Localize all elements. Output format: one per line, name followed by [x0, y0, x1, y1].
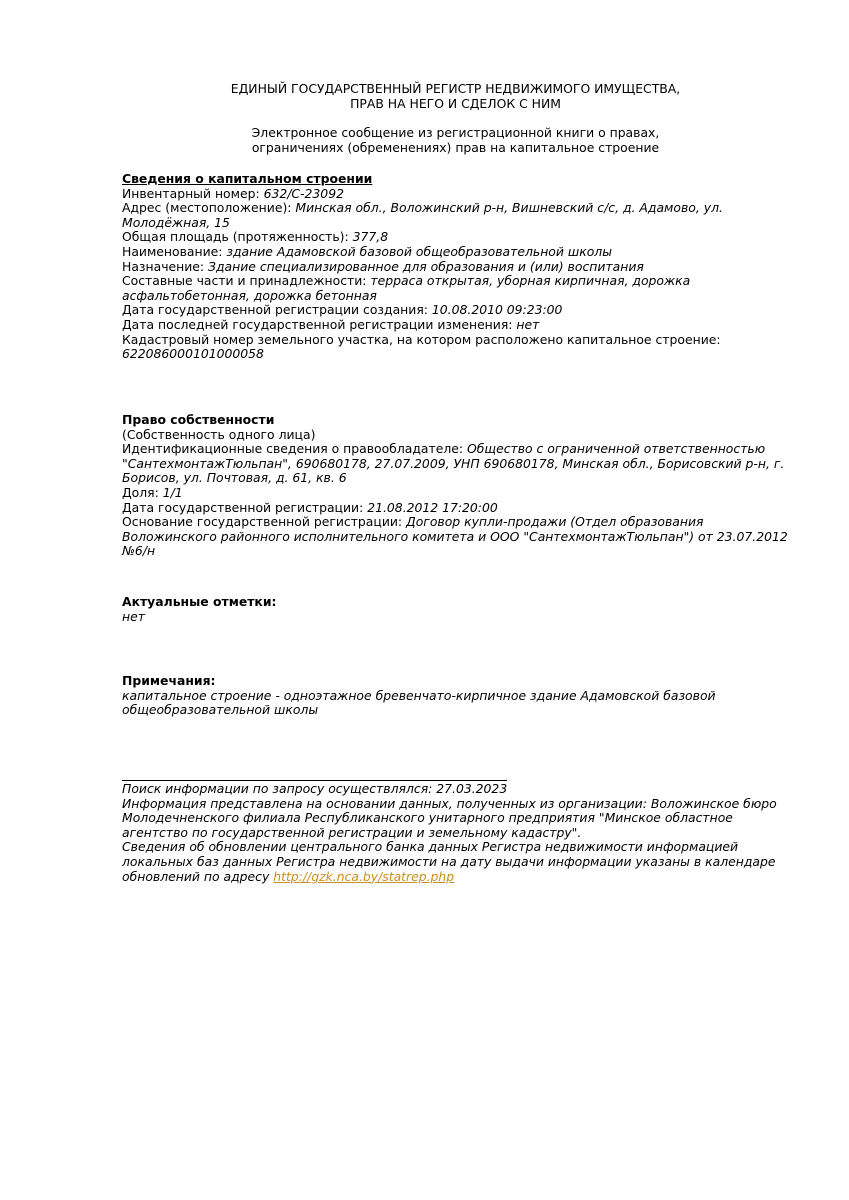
created-value: 10.08.2010 09:23:00 [431, 302, 563, 318]
created-row [122, 303, 794, 318]
marks-value: нет [122, 608, 145, 624]
footer-section [122, 780, 794, 884]
name-label: Наименование: [122, 243, 227, 259]
notes-section-title: Примечания: [122, 673, 216, 688]
purpose-row [122, 260, 794, 275]
notes-value: капитальное строение - одноэтажное бревенчато-кирпичное здание Адамовской базовой общеобразовательной школы [122, 687, 716, 718]
parts-row [122, 274, 794, 303]
update-info [122, 840, 794, 884]
statrep-link[interactable]: http://gzk.nca.by/statrep.php [273, 868, 455, 884]
basis-value: Договор купли-продажи (Отдел образования Воложинского районного исполнительного комитета и ООО "СантехмонтажТюльпан") от 23.07.2012 №6/н [122, 514, 788, 559]
reg-date-row [122, 501, 794, 516]
address-row [122, 201, 794, 230]
registry-header [0, 82, 849, 111]
header-line-3: Электронное сообщение из регистрационной книги о правах, [251, 125, 660, 140]
header-line-4: ограничениях (обременениях) прав на капитальное строение [251, 139, 660, 155]
purpose-value: Здание специализированное для образования и (или) воспитания [208, 258, 644, 274]
changed-value: нет [516, 316, 540, 332]
reg-date-label: Дата государственной регистрации: [122, 499, 368, 515]
area-row [122, 230, 794, 245]
reg-date-value: 21.08.2012 17:20:00 [367, 499, 498, 515]
changed-label: Дата последней государственной регистрации изменения: [122, 316, 517, 332]
cadastral-label: Кадастровый номер земельного участка, на котором расположено капитальное строение: [122, 331, 721, 347]
ownership-section [122, 413, 794, 559]
basis-label: Основание государственной регистрации: [122, 514, 407, 530]
marks-section [122, 595, 794, 624]
area-label: Общая площадь (протяженность): [122, 229, 353, 245]
share-value: 1/1 [162, 484, 183, 500]
holder-row [122, 442, 794, 486]
header-line-2: ПРАВ НА НЕГО И СДЕЛОК С НИМ [350, 95, 561, 111]
search-date: Поиск информации по запросу осуществлялся: 27.03.2023 [122, 781, 508, 796]
inventory-label: Инвентарный номер: [122, 185, 264, 201]
parts-value: терраса открытая, уборная кирпичная, дорожка асфальтобетонная, дорожка бетонная [122, 273, 691, 303]
share-row [122, 486, 794, 501]
name-value: здание Адамовской базовой общеобразовательной школы [226, 243, 612, 259]
message-subheader [0, 126, 849, 155]
created-label: Дата государственной регистрации создания: [122, 302, 432, 318]
share-label: Доля: [122, 484, 163, 500]
holder-value: Общество с ограниченной ответственностью "СантехмонтажТюльпан", 690680178, 27.07.2009, УНП 690680178, Минская обл., Борисовский р-н, г. Борисов, ул. Почтовая, д. 61, кв. 6 [122, 441, 785, 486]
inventory-row [122, 187, 794, 202]
header-line-1: ЕДИНЫЙ ГОСУДАРСТВЕННЫЙ РЕГИСТР НЕДВИЖИМОГО ИМУЩЕСТВА, [230, 81, 681, 96]
parts-label: Составные части и принадлежности: [122, 273, 371, 289]
marks-section-title: Актуальные отметки: [122, 594, 277, 609]
inventory-value: 632/С-23092 [263, 185, 344, 201]
notes-section [122, 674, 794, 718]
cadastral-row [122, 333, 794, 362]
changed-row [122, 318, 794, 333]
purpose-label: Назначение: [122, 258, 209, 274]
cadastral-value: 622086000101000058 [122, 346, 264, 362]
name-row [122, 245, 794, 260]
address-value: Минская обл., Воложинский р-н, Вишневский с/с, д. Адамово, ул. Молодёжная, 15 [122, 200, 723, 230]
update-info-text: Сведения об обновлении центрального банка данных Регистра недвижимости информацией локальных баз данных Регистра недвижимости на дату выдачи информации указаны в календаре обновлений по адресу [122, 839, 776, 884]
address-label: Адрес (местоположение): [122, 200, 296, 216]
building-section-title: Сведения о капитальном строении [122, 171, 373, 186]
source-info: Информация представлена на основании данных, полученных из организации: Воложинское бюро Молодечненского филиала Республиканского унитарного предприятия "Минское областное агентство по государственной регистрации и земельному кадастру". [122, 795, 777, 840]
area-value: 377,8 [352, 229, 389, 245]
building-section [122, 172, 794, 362]
basis-row [122, 515, 794, 559]
ownership-type: (Собственность одного лица) [122, 426, 316, 442]
holder-label: Идентификационные сведения о правообладателе: [122, 441, 467, 457]
ownership-section-title: Право собственности [122, 412, 275, 427]
